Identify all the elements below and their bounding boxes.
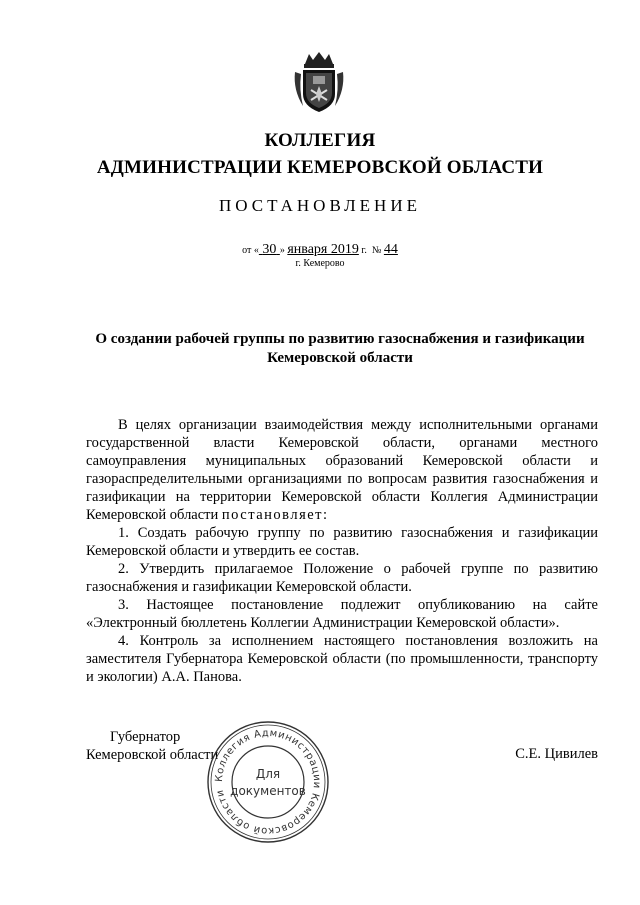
signatory-position <box>86 728 218 764</box>
document-number: 44 <box>383 242 398 257</box>
stamp-center-line2: документов <box>230 784 306 798</box>
document-title <box>80 330 600 368</box>
organization-name-line1: КОЛЛЕГИЯ <box>264 130 376 151</box>
official-stamp-icon <box>204 718 332 846</box>
item-2: 2. Утвердить прилагаемое Положение о рабочей группе по развитию газоснабжения и газификации Кемеровской области. <box>86 561 598 595</box>
title-line1: О создании рабочей группы по развитию газоснабжения и газификации <box>95 331 585 347</box>
signatory-name: С.Е. Цивилев <box>515 746 598 762</box>
item-1: 1. Создать рабочую группу по развитию газоснабжения и газификации Кемеровской области и утвердить ее состав. <box>86 525 598 559</box>
year-suffix: г. <box>361 245 367 256</box>
position-line1: Губернатор <box>110 729 181 745</box>
document-type: ПОСТАНОВЛЕНИЕ <box>218 196 421 215</box>
date-prefix: от « <box>242 245 259 256</box>
position-line2: Кемеровской области <box>86 747 219 763</box>
date-mid: » <box>279 245 285 256</box>
date-month-year: января 2019 <box>287 242 359 257</box>
document-body <box>86 416 598 686</box>
title-line2: Кемеровской области <box>267 350 413 366</box>
number-prefix: № <box>371 245 382 256</box>
stamp-center-line1: Для <box>255 767 281 781</box>
coat-of-arms-icon <box>291 50 347 116</box>
organization-name-line2: АДМИНИСТРАЦИИ КЕМЕРОВСКОЙ ОБЛАСТИ <box>96 157 544 178</box>
resolves-word: постановляет: <box>221 507 329 523</box>
item-4: 4. Контроль за исполнением настоящего постановления возложить на заместителя Губернатора Кемеровской области (по промышленности, транспорту и экологии) А.А. Панова. <box>86 633 598 685</box>
intro-paragraph: В целях организации взаимодействия между исполнительными органами государственной власти Кемеровской области, органами местного самоуправления муниципальных образований Кемеровской области и газораспределительными организациями по вопросам развития газоснабжения и газификации на территории Кемеровской области Коллегия Администрации Кемеровской области постановляет: <box>86 417 598 523</box>
date-number-line <box>0 242 640 258</box>
date-day: 30 <box>262 242 277 257</box>
stamp-ring-text: Коллегия Администрации Кемеровской области <box>213 727 323 837</box>
svg-text:Коллегия Администрации Кемеров <box>214 728 322 836</box>
item-3: 3. Настоящее постановление подлежит опубликованию на сайте «Электронный бюллетень Коллегии Администрации Кемеровской области». <box>86 597 598 631</box>
city: г. Кемерово <box>295 258 345 269</box>
